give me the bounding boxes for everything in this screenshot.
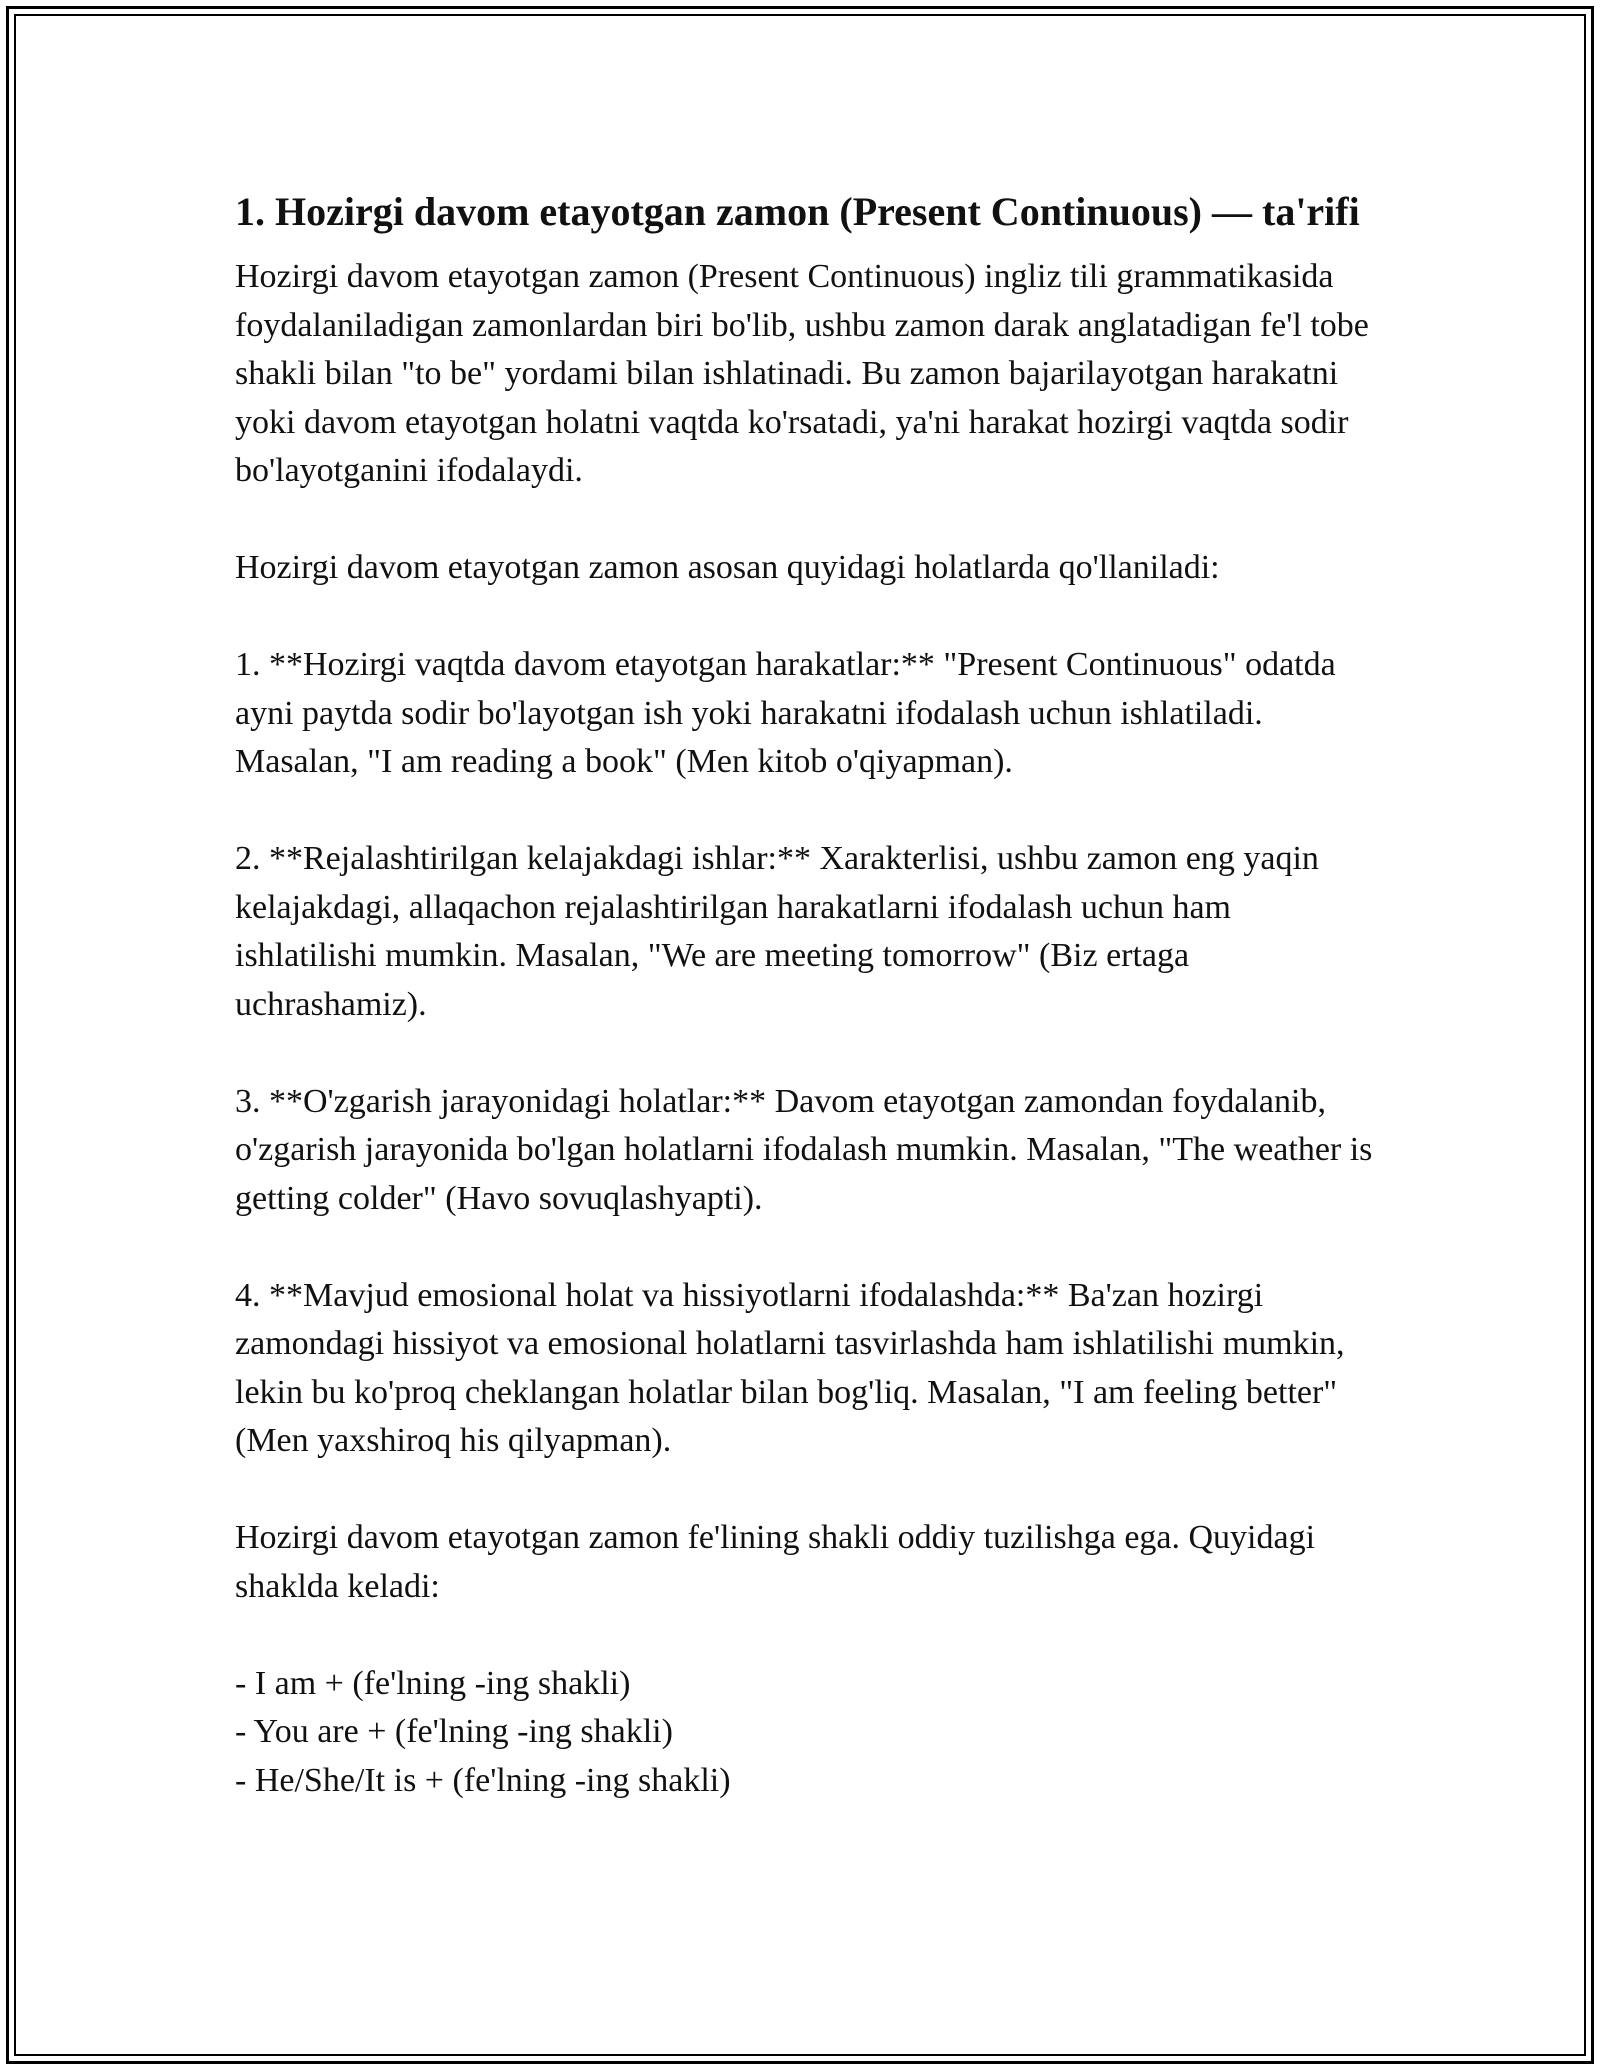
usage-item-1: 1. **Hozirgi vaqtda davom etayotgan harakatlar:** "Present Continuous" odatda ayni paytda sodir bo'layotgan ish yoki harakatni ifodalash uchun ishlatiladi. Masalan, "I am reading a book" (Men kitob o'qiyapman). [235, 646, 1336, 780]
paragraph-gap [235, 1611, 1375, 1660]
usage-intro-paragraph: Hozirgi davom etayotgan zamon asosan quyidagi holatlarda qo'llaniladi: [235, 549, 1220, 586]
form-intro-paragraph: Hozirgi davom etayotgan zamon fe'lining shakli oddiy tuzilishga ega. Quyidagi shaklda keladi: [235, 1519, 1316, 1605]
document-body [235, 185, 1375, 1805]
paragraph-gap [235, 1223, 1375, 1272]
usage-item-4: 4. **Mavjud emosional holat va hissiyotlarni ifodalashda:** Ba'zan hozirgi zamondagi hissiyot va emosional holatlarni tasvirlashda ham ishlatilishi mumkin, lekin bu ko'proq cheklangan holatlar bilan bog'liq. Masalan, "I am feeling better" (Men yaxshiroq his qilyapman). [235, 1276, 1345, 1459]
paragraph-gap [235, 1029, 1375, 1078]
paragraph-gap [235, 593, 1375, 642]
form-list-item: - You are + (fe'lning -ing shakli) [235, 1713, 673, 1750]
paragraph-gap [235, 496, 1375, 545]
form-list-item: - I am + (fe'lning -ing shakli) [235, 1664, 631, 1702]
usage-item-2: 2. **Rejalashtirilgan kelajakdagi ishlar:** Xarakterlisi, ushbu zamon eng yaqin kelajakdagi, allaqachon rejalashtirilgan harakatlarni ifodalash uchun ham ishlatilishi mumkin. Masalan, "We are meeting tomorrow" (Biz ertaga uchrashamiz). [235, 840, 1319, 1023]
usage-item-3: 3. **O'zgarish jarayonidagi holatlar:** Davom etayotgan zamondan foydalanib, o'zgarish jarayonida bo'lgan holatlarni ifodalash mumkin. Masalan, "The weather is getting colder" (Havo sovuqlashyapti). [235, 1082, 1373, 1217]
intro-paragraph: Hozirgi davom etayotgan zamon (Present Continuous) ingliz tili grammatikasida foydalaniladigan zamonlardan biri bo'lib, ushbu zamon darak anglatadigan fe'l tobe shakli bilan "to be" yordami bilan ishlatinadi. Bu zamon bajarilayotgan harakatni yoki davom etayotgan holatni vaqtda ko'rsatadi, ya'ni harakat hozirgi vaqtda sodir bo'layotganini ifodalaydi. [235, 258, 1369, 489]
section-heading: 1. Hozirgi davom etayotgan zamon (Present Continuous) — ta'rifi [235, 189, 1360, 234]
paragraph-gap [235, 787, 1375, 836]
paragraph-gap [235, 1466, 1375, 1515]
form-list-item: - He/She/It is + (fe'lning -ing shakli) [235, 1761, 731, 1799]
